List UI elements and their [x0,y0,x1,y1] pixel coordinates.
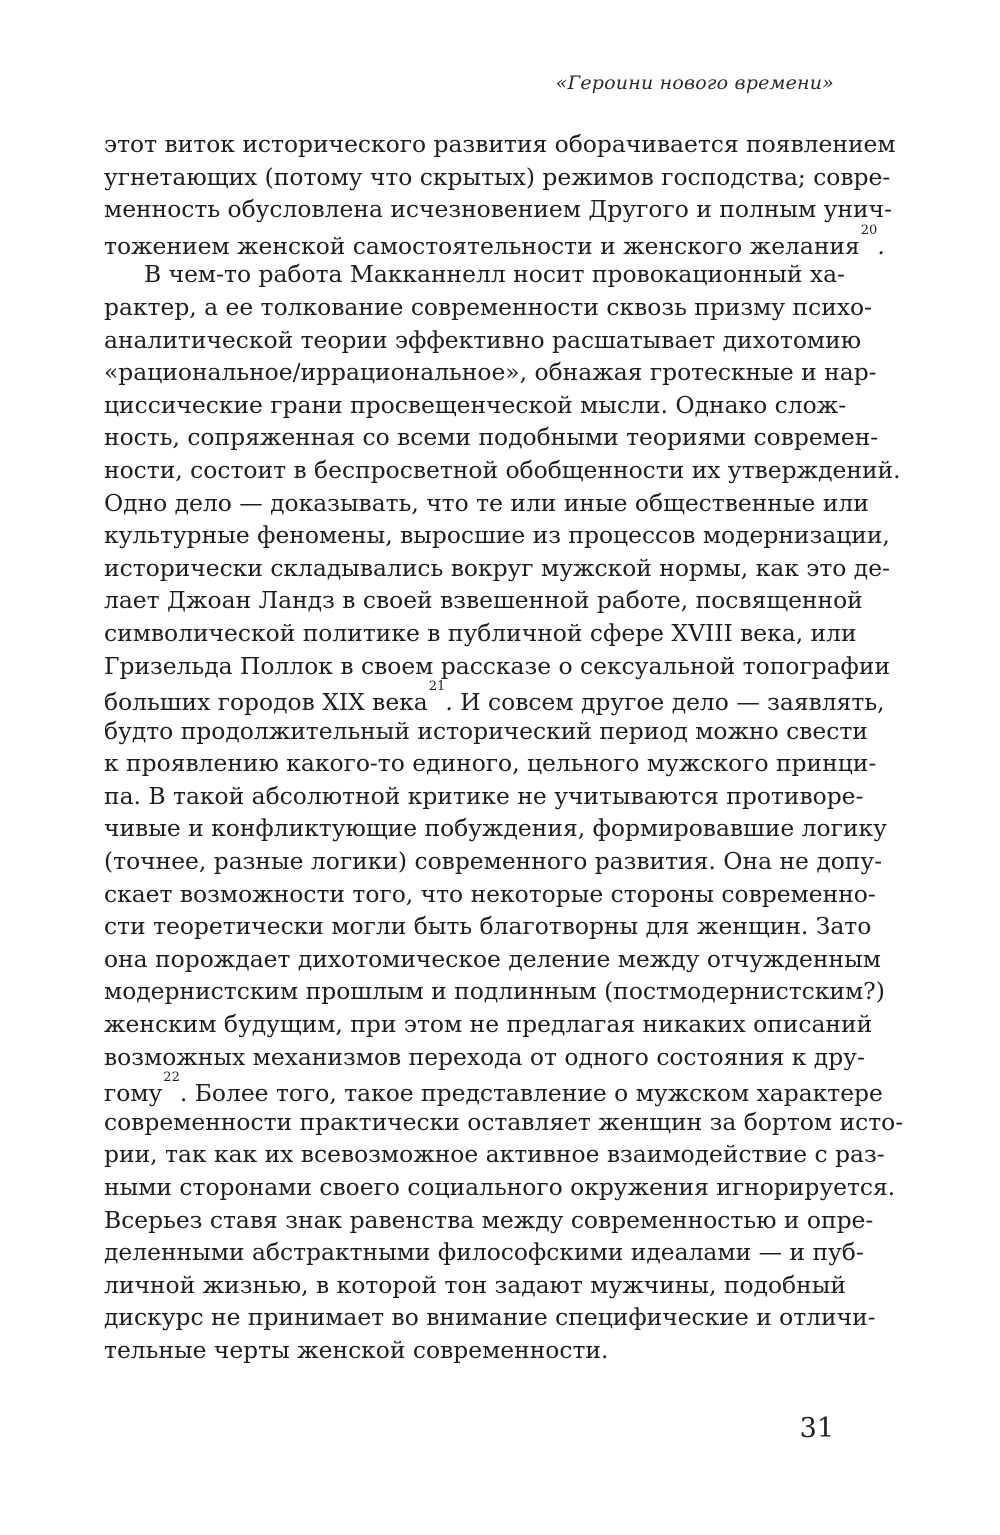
text-line: культурные феномены, выросшие из процессов модернизации, [104,521,890,550]
text-line: к проявлению какого-то единого, цельного мужского принци- [104,749,877,778]
text-line: лает Джоан Ландз в своей взвешенной работе, посвященной [104,586,863,615]
text-line: аналитической теории эффективно расшатывает дихотомию [104,325,862,354]
text-line: она порождает дихотомическое деление между отчужденным [104,944,881,973]
text-line: больших городов XIX века$^{21}$. И совсем другое дело — заявлять, [104,679,885,716]
text-line: рактер, а ее толкование современности сквозь призму психо- [104,292,873,321]
text-line: чивые и конфликтующие побуждения, формировавшие логику [104,814,887,843]
text-line: тельные черты женской современности. [104,1335,609,1364]
text-line: символической политике в публичной сфере XVIII века, или [104,618,857,647]
text-line: циссические грани просвещенческой мысли. Однако слож- [104,390,847,419]
page-number: 31 [799,1413,834,1444]
footnote-ref: 20 [860,222,878,238]
text-line: Всерьез ставя знак равенства между современностью и опре- [104,1205,874,1234]
text-line: угнетающих (потому что скрытых) режимов господства; совре- [104,162,891,191]
text-line: «рациональное/иррациональное», обнажая гротескные и нар- [104,358,877,387]
text-line: этот виток исторического развития оборачивается появлением [104,130,896,158]
text-line: возможных механизмов перехода от одного состояния к дру- [104,1042,865,1071]
running-header: «Героини нового времени» [555,72,834,94]
text-line: Гризельда Поллок в своем рассказе о сексуальной топографии [104,651,891,680]
text-line: ность, сопряженная со всеми подобными теориями современ- [104,423,879,452]
text-line: исторически складывались вокруг мужской нормы, как это де- [104,553,890,582]
footnote-ref: 21 [428,679,446,695]
text-line: скает возможности того, что некоторые стороны современно- [104,879,876,908]
text-line: модернистским прошлым и подлинным (постмодернистским?) [104,977,885,1006]
text-line: сти теоретически могли быть благотворны для женщин. Зато [104,912,872,941]
footnote-ref: 22 [163,1070,180,1086]
text-line: личной жизнью, в которой тон задают мужчины, подобный [104,1270,846,1299]
text-line: менность обусловлена исчезновением Другого и полным унич- [104,195,892,224]
text-line: па. В такой абсолютной критике не учитываются противоре- [104,781,864,810]
text-line: женским будущим, при этом не предлагая никаких описаний [104,1010,873,1039]
text-line: ными сторонами своего социального окружения игнорируется. [104,1173,896,1201]
text-line: (точнее, разные логики) современного развития. Она не допу- [104,847,883,876]
text-line: тожением женской самостоятельности и женского желания$^{20}$. [104,222,885,260]
text-line: В чем-то работа Макканнелл носит провокационный ха- [144,260,845,289]
text-line: будто продолжительный исторический период можно свести [104,716,868,745]
text-line: гому$^{22}$. Более того, такое представление о мужском характере [104,1070,883,1108]
text-line: ности, состоит в беспросветной обобщенности их утверждений. [104,455,901,484]
text-line: деленными абстрактными философскими идеалами — и пуб- [104,1238,864,1267]
body-text [104,128,904,1367]
text-line: дискурс не принимает во внимание специфические и отличи- [104,1303,876,1332]
text-line: современности практически оставляет женщин за бортом исто- [104,1107,904,1136]
text-line: рии, так как их всевозможное активное взаимодействие с раз- [104,1140,885,1169]
text-line: Одно дело — доказывать, что те или иные общественные или [104,488,869,517]
